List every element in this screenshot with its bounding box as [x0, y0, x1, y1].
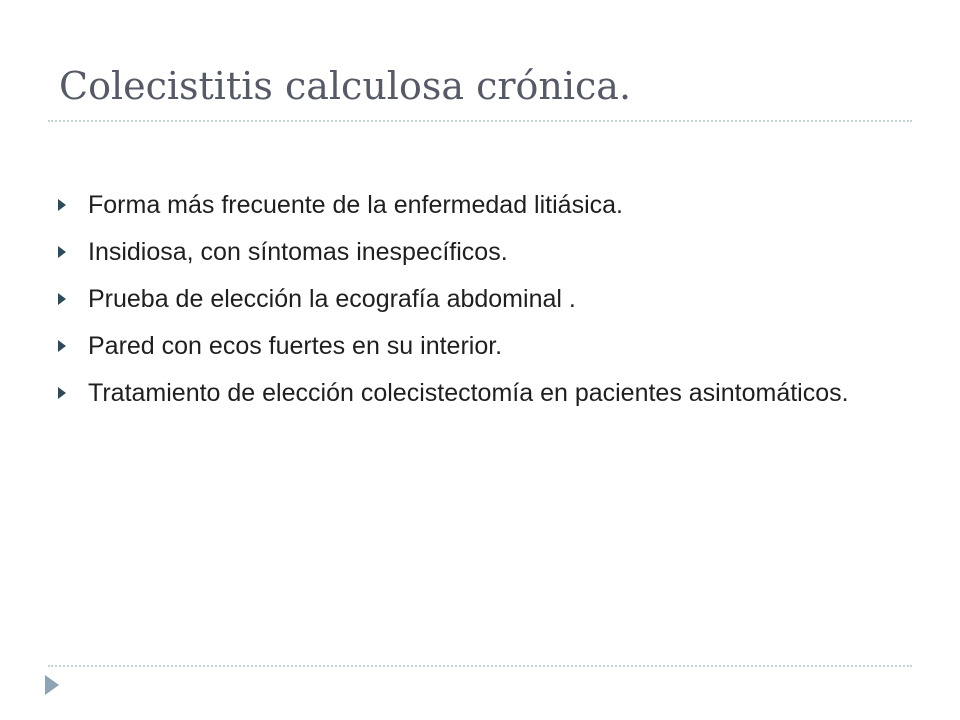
bullet-text: Prueba de elección la ecografía abdominal . — [88, 285, 576, 313]
slide-nav-triangle-icon[interactable] — [45, 675, 59, 695]
bullet-list — [56, 188, 876, 423]
slide-title: Colecistitis calculosa crónica. — [59, 64, 632, 108]
bullet-text: Tratamiento de elección colecistectomía en pacientes asintomáticos. — [88, 379, 849, 407]
footer-divider — [48, 665, 912, 667]
list-item — [56, 329, 876, 363]
bullet-text: Pared con ecos fuertes en su interior. — [88, 332, 503, 360]
bullet-triangle-icon — [58, 199, 66, 211]
list-item — [56, 376, 876, 410]
bullet-text: Forma más frecuente de la enfermedad litiásica. — [88, 191, 623, 219]
list-item — [56, 235, 876, 269]
bullet-triangle-icon — [58, 340, 66, 352]
bullet-triangle-icon — [58, 293, 66, 305]
title-divider — [48, 120, 912, 122]
list-item — [56, 282, 876, 316]
list-item — [56, 188, 876, 222]
bullet-text: Insidiosa, con síntomas inespecíficos. — [88, 238, 508, 266]
bullet-triangle-icon — [58, 387, 66, 399]
bullet-triangle-icon — [58, 246, 66, 258]
